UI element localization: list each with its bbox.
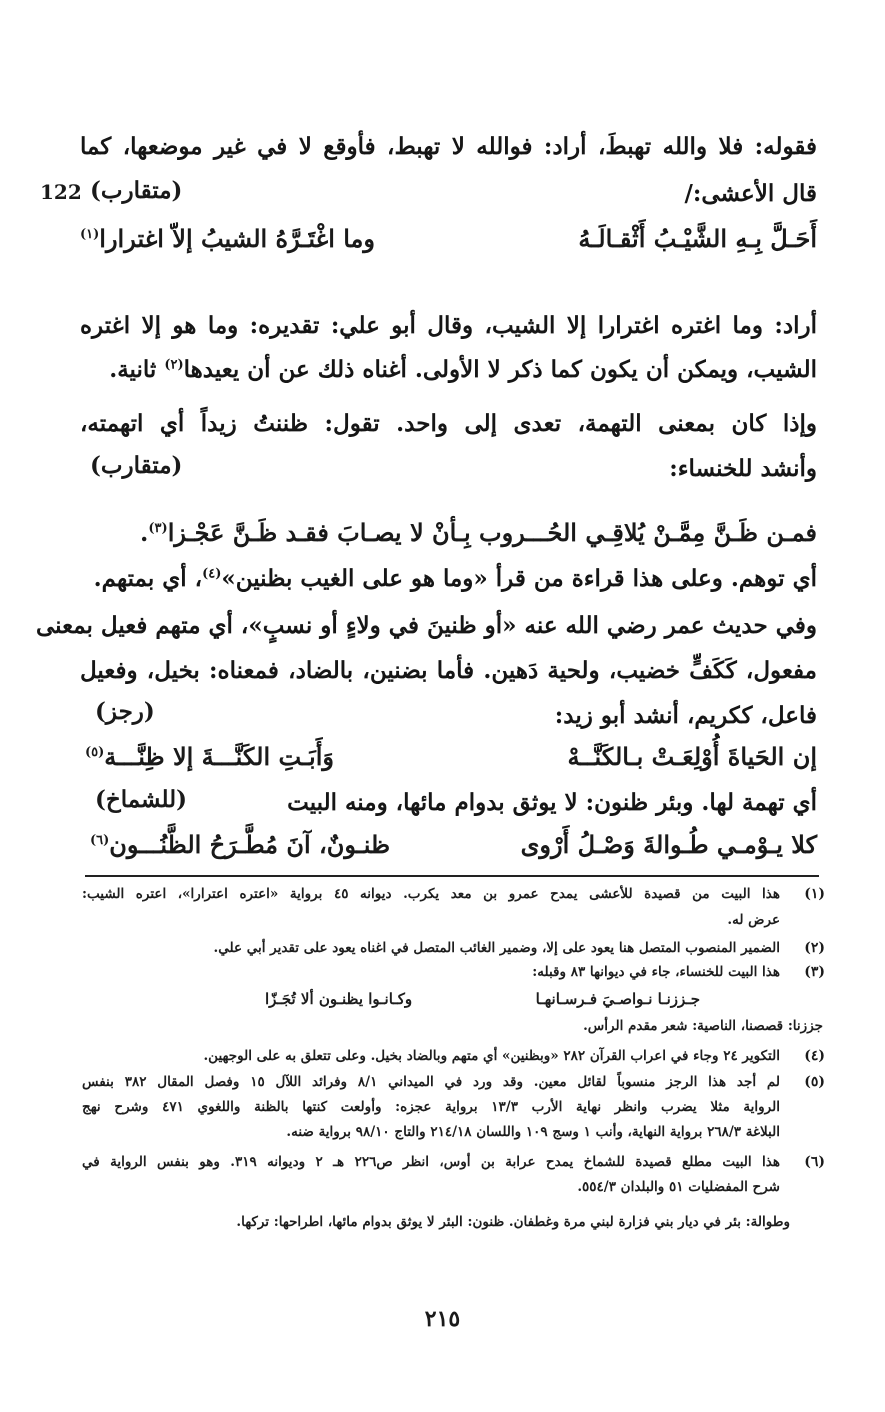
text-line-3: أراد: وما اغتره اغترارا إلا الشيب، وقال أبو علي: تقديره: وما هو إلا اغتره xyxy=(80,312,817,339)
verse-1-second-text: وما اغْتَـرَّهُ الشيبُ إلاّ اغترارا xyxy=(99,224,375,253)
verse-4-first-hemistich: كلا يـوْمـي طُـوالةَ وَصْـلُ أَرْوى xyxy=(520,830,817,859)
text-line-10: فاعل، ككريم، أنشد أبو زيد: xyxy=(554,702,817,729)
text-line-7 xyxy=(94,565,817,592)
page-number: ٢١٥ xyxy=(424,1306,461,1332)
text-line-9: مفعول، كَكَفٍّ خضيب، ولحية دَهين. فأما بضنين، بالضاد، فمعناه: بخيل، وفعيل xyxy=(80,657,817,684)
text-line-5: وإذا كان بمعنى التهمة، تعدى إلى واحد. تقول: ظننتُ زيداً أي اتهمته، xyxy=(80,410,817,437)
verse-3-second-hemistich xyxy=(85,742,334,771)
footnote-5-number: (٥) xyxy=(804,1074,825,1090)
footnote-ref-3: (٣) xyxy=(148,521,168,536)
footnote-3-verse-first: جـززنـا نـواصـيَ فـرسـانهـا xyxy=(535,990,700,1008)
text-line-7-body: أي توهم. وعلى هذا قراءة من قرأ «وما هو على الغيب بظنين» xyxy=(221,565,817,592)
text-line-2: قال الأعشى:/ xyxy=(684,180,817,207)
verse-3-first-hemistich: إن الحَياةَ أُوْلِعَـتْ بـالكَنَّــهْ xyxy=(567,742,817,771)
footnote-ref-2: (٢) xyxy=(164,357,184,373)
footnote-4-number: (٤) xyxy=(804,1048,825,1064)
meter-label-2: (متقارب) xyxy=(90,452,183,479)
text-line-1: فقوله: فلا والله تهبطَ، أراد: فوالله لا تهبط، فأوقع لا في غير موضعها، كما xyxy=(80,133,817,160)
verse-1-second-hemistich xyxy=(80,224,375,253)
footnote-6-gloss: وطوالة: بئر في ديار بني فزارة لبني مرة وغطفان. ظنون: البئر لا يوثق بدوام مائها، اطراحها: تركها. xyxy=(236,1214,790,1230)
footnote-separator xyxy=(85,875,819,877)
text-line-4-body: الشيب، ويمكن أن يكون كما ذكر لا الأولى. أغناه ذلك عن أن يعيدها xyxy=(183,356,817,383)
footnote-1-number: (١) xyxy=(804,886,825,902)
footnote-ref-6: (٦) xyxy=(90,833,110,848)
verse-1-first-hemistich: أَحَـلَّ بِـهِ الشَّيْـبُ أَثْقـالَـهُ xyxy=(578,224,817,253)
meter-label-4: (للشماخ) xyxy=(95,786,188,813)
footnote-3-number: (٣) xyxy=(804,964,825,980)
meter-label-3: (رجز) xyxy=(95,698,155,725)
text-line-4 xyxy=(109,356,817,383)
footnote-5-line-3: البلاغة ٢٦٨/٣ برواية النهاية، وأنب ١ وسج ١٠٩ واللسان ٢١٤/١٨ والتاج ٩٨/١٠ برواية ضنه. xyxy=(286,1124,780,1140)
footnote-4-line-1: التكوير ٢٤ وجاء في اعراب القرآن ٢٨٢ «وبظنين» أي متهم وبالضاد بخيل. وعلى تتعلق به على الوجهين. xyxy=(203,1048,780,1064)
verse-4-second-text: ظنـونٌ، آنَ مُطَّـرَحُ الظَّنُـــون xyxy=(109,830,391,859)
footnote-ref-5: (٥) xyxy=(85,745,105,760)
meter-label-1: (متقارب) xyxy=(90,177,183,204)
footnote-3-line-1: هذا البيت للخنساء، جاء في ديوانها ٨٣ وقبله: xyxy=(532,964,780,980)
footnote-6-number: (٦) xyxy=(804,1154,825,1170)
margin-page-number: 122 xyxy=(40,180,82,204)
verse-2: فمـن ظَـنَّ مِمَّـنْ يُلاقِـي الحُـــروب بِـأنْ لا يصـابَ فقـد ظَـنَّ عَجْـزا$^{(٣)}$. xyxy=(140,518,817,547)
footnote-5-line-1: لم أجد هذا الرجز منسوباً لقائل معين. وقد ورد في الميداني ٨/١ وفرائد اللآل ١٥ وفصل المقال ٣٨٢ بنفس xyxy=(82,1074,780,1090)
text-line-11: أي تهمة لها. وبئر ظنون: لا يوثق بدوام مائها، ومنه البيت xyxy=(287,789,817,816)
verse-2-text: فمـن ظَـنَّ مِمَّـنْ يُلاقِـي الحُـــروب بِـأنْ لا يصـابَ فقـد ظَـنَّ عَجْـزا xyxy=(167,518,817,547)
text-line-7-tail: ، أي بمتهم. xyxy=(93,565,203,592)
footnote-3-gloss: جززنا: قصصنا، الناصية: شعر مقدم الرأس. xyxy=(583,1018,823,1034)
footnote-3-verse-second: وكـانـوا يظنـون ألا تُجَـزّا xyxy=(265,990,413,1008)
footnote-2-number: (٢) xyxy=(804,940,825,956)
footnote-1-line-1: هذا البيت من قصيدة للأعشى يمدح عمرو بن معد يكرب. ديوانه ٤٥ برواية «اعتره اعترارا»، اعتره الشيب: xyxy=(82,886,780,902)
text-line-6: وأنشد للخنساء: xyxy=(669,455,817,482)
footnote-5-line-2: الرواية مثلا يضرب وانظر نهاية الأرب ١٣/٣ برواية عجزه: وأولعت كنتها بالظنة واللغوي ٤٧١ وشرح نهج xyxy=(82,1099,780,1115)
verse-4-second-hemistich xyxy=(90,830,390,859)
footnote-6-line-1: هذا البيت مطلع قصيدة للشماخ يمدح عرابة بن أوس، انظر ص٢٢٦ هـ ٢ وديوانه ٣١٩. وهو بنفس الرواية في xyxy=(82,1154,780,1170)
text-line-8: وفي حديث عمر رضي الله عنه «أو ظنينَ في ولاءٍ أو نسبٍ»، أي متهم فعيل بمعنى xyxy=(35,612,817,639)
text-line-4-tail: ثانية. xyxy=(109,356,165,383)
footnote-ref-1: (١) xyxy=(80,227,100,242)
footnote-ref-4: (٤) xyxy=(202,566,222,582)
verse-3-second-text: وَأَبَـتِ الكَنَّـــةَ إلا ظِنَّـــة xyxy=(104,742,334,771)
footnote-1-line-2: عرض له. xyxy=(727,912,780,928)
footnote-6-line-2: شرح المفضليات ٥١ والبلدان ٥٥٤/٣. xyxy=(577,1179,780,1195)
footnote-2-line-1: الضمير المنصوب المتصل هنا يعود على إلا، وضمير الغائب المتصل في اغناه يعود على تقدير أبي علي. xyxy=(213,940,780,956)
